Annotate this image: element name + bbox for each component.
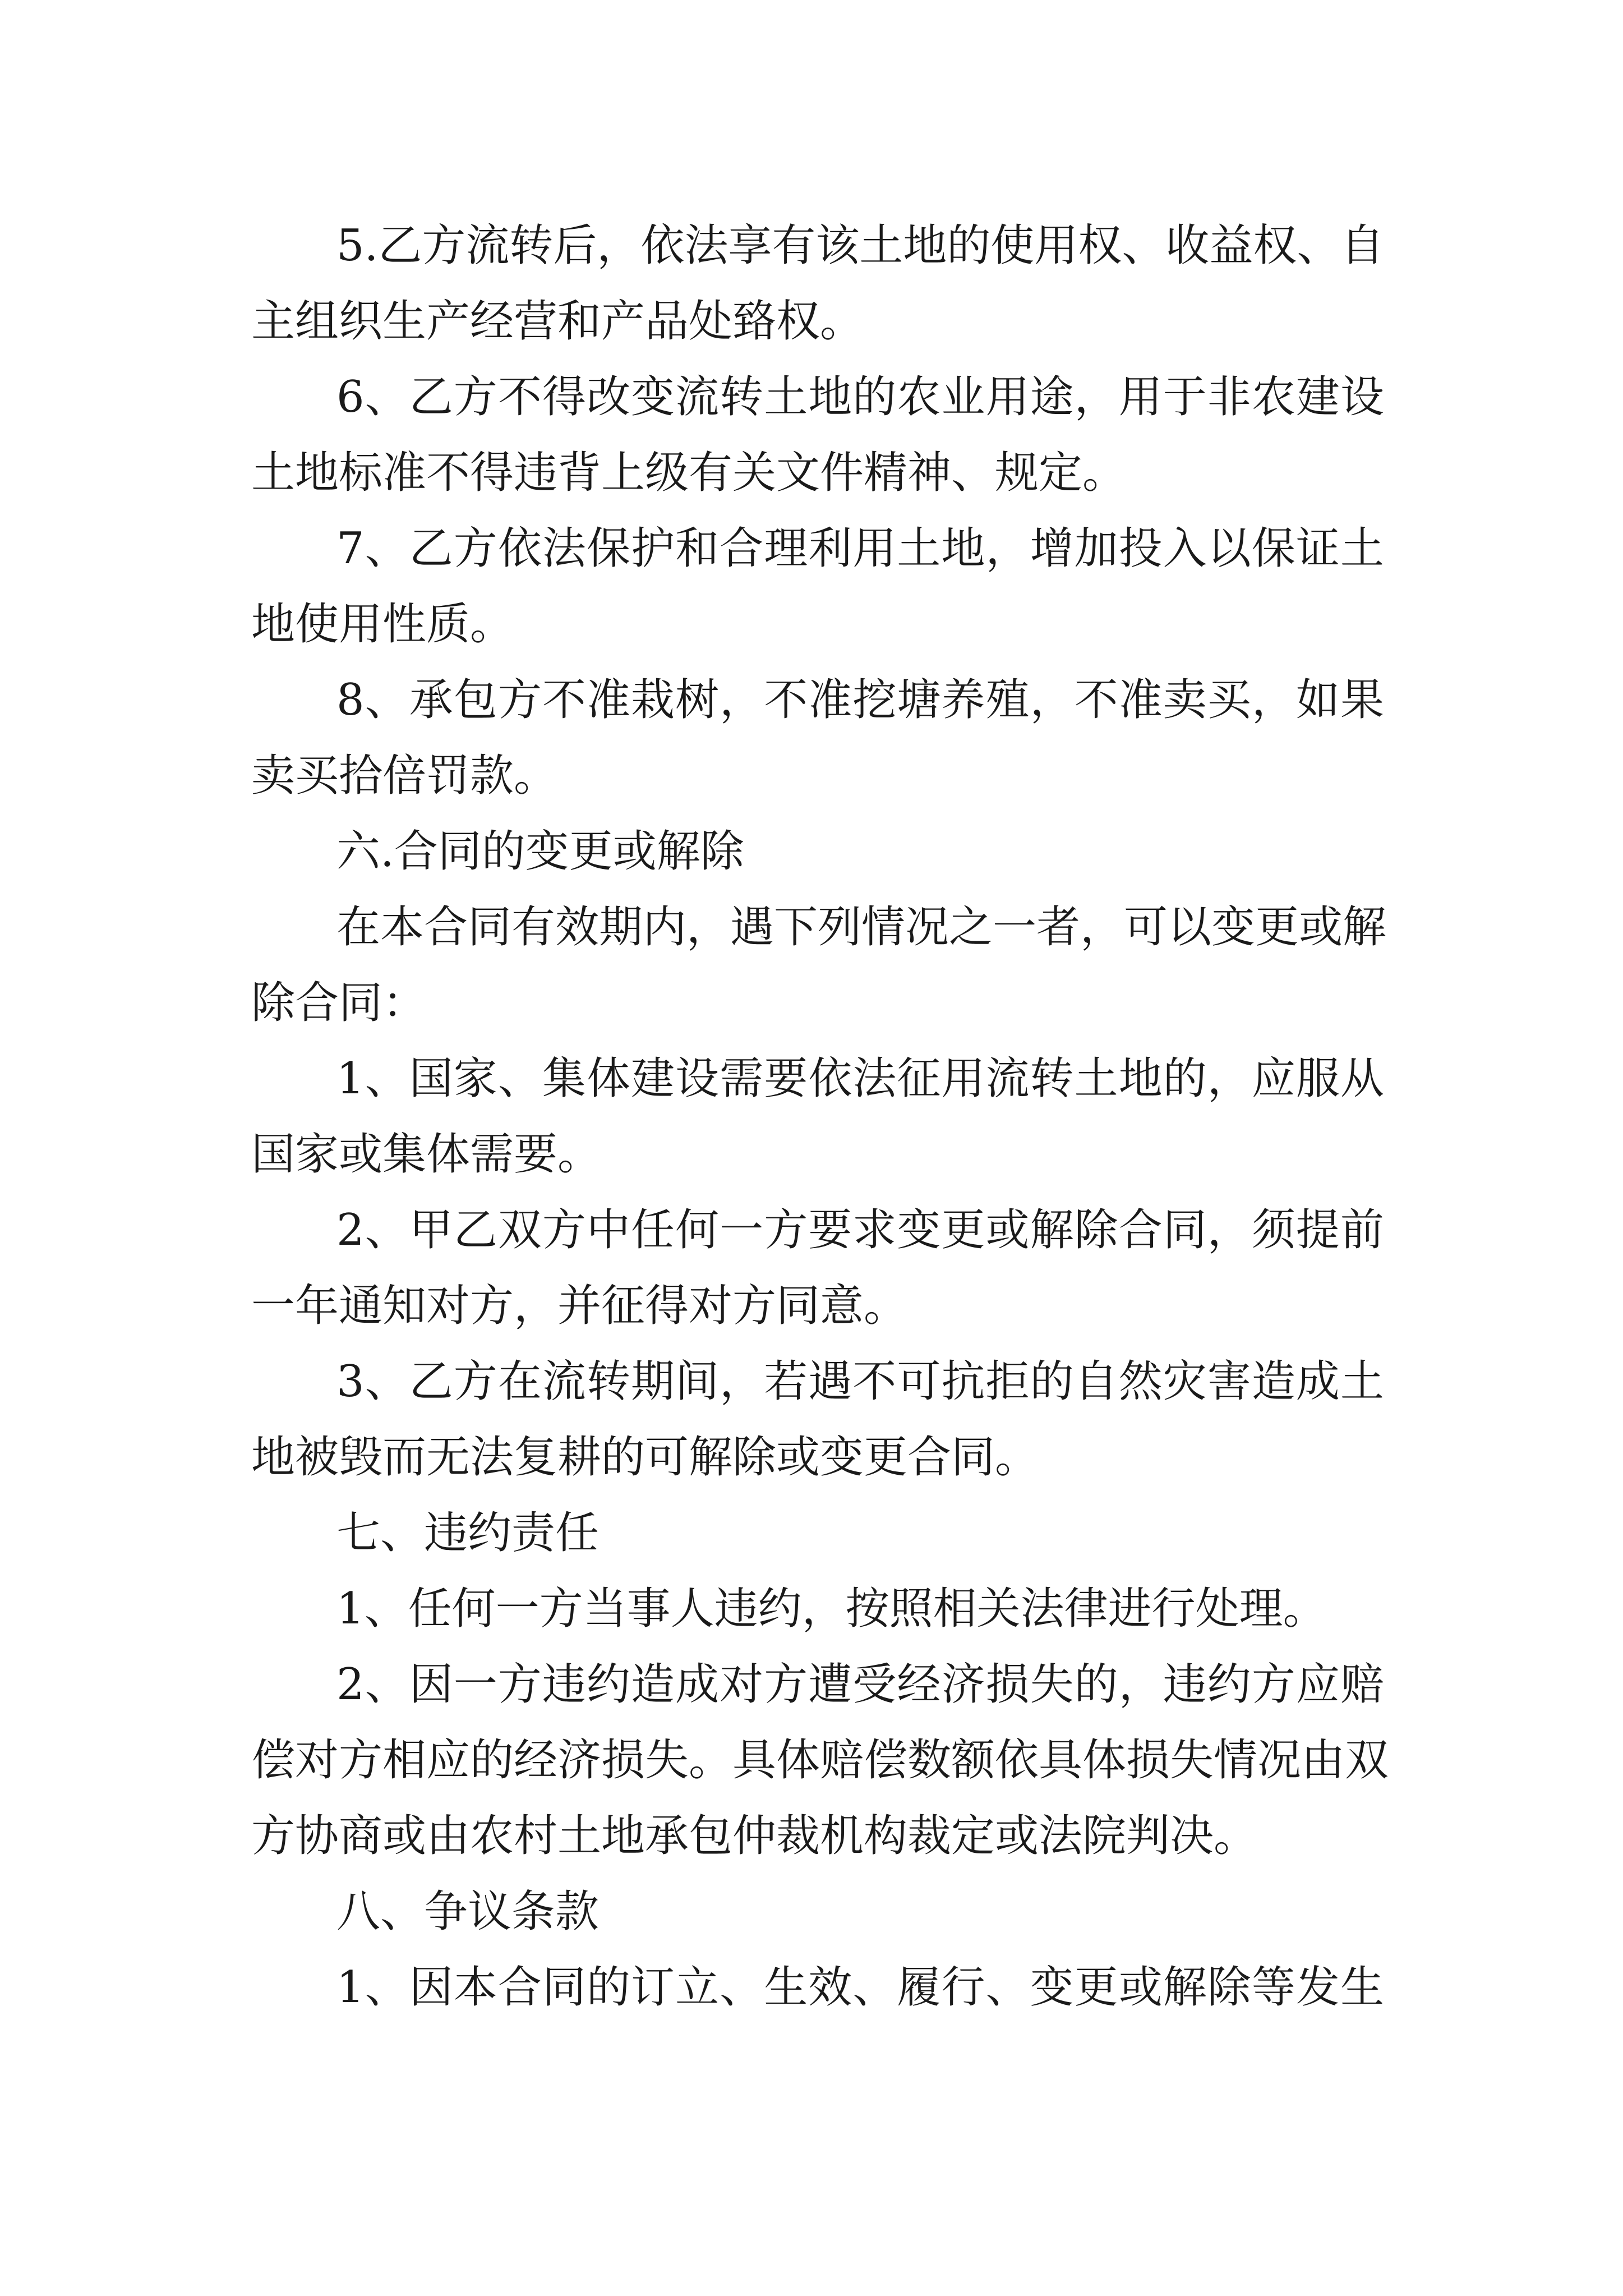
paragraph-line: 1、国家、集体建设需要依法征用流转土地的，应服从 [336,1053,1384,1104]
paragraph-line: 方协商或由农村土地承包仲裁机构裁定或法院判决。 [251,1811,1258,1861]
paragraph-line: 7、乙方依法保护和合理利用土地，增加投入以保证土 [336,523,1384,574]
paragraph-line: 8、承包方不准栽树，不准挖塘养殖，不准卖买，如果 [336,675,1384,725]
section-heading: 八、争议条款 [336,1887,600,1937]
paragraph-line: 在本合同有效期内，遇下列情况之一者，可以变更或解 [336,902,1387,953]
section-heading: 七、违约责任 [336,1508,600,1558]
paragraph-line: 3、乙方在流转期间，若遇不可抗拒的自然灾害造成土 [336,1356,1384,1407]
paragraph-line: 地使用性质。 [251,599,514,650]
paragraph-line: 5.乙方流转后，依法享有该土地的使用权、收益权、自 [336,220,1385,271]
paragraph-line: 2、因一方违约造成对方遭受经济损失的，违约方应赔 [336,1659,1384,1710]
paragraph-line: 1、因本合同的订立、生效、履行、变更或解除等发生 [336,1962,1384,2013]
paragraph-line: 1、任何一方当事人违约，按照相关法律进行处理。 [336,1584,1327,1634]
section-heading: 六.合同的变更或解除 [336,826,744,877]
paragraph-line: 一年通知对方，并征得对方同意。 [251,1281,908,1331]
paragraph-line: 6、乙方不得改变流转土地的农业用途，用于非农建设 [336,372,1384,422]
paragraph-line: 地被毁而无法复耕的可解除或变更合同。 [251,1432,1039,1483]
paragraph-line: 除合同： [251,978,427,1028]
paragraph-line: 卖买拾倍罚款。 [251,751,558,801]
paragraph-line: 国家或集体需要。 [251,1129,602,1180]
paragraph-line: 偿对方相应的经济损失。具体赔偿数额依具体损失情况由双 [251,1735,1389,1786]
paragraph-line: 2、甲乙双方中任何一方要求变更或解除合同，须提前 [336,1205,1384,1255]
paragraph-line: 土地标准不得违背上级有关文件精神、规定。 [251,448,1127,498]
paragraph-line: 主组织生产经营和产品处臵权。 [251,296,864,347]
